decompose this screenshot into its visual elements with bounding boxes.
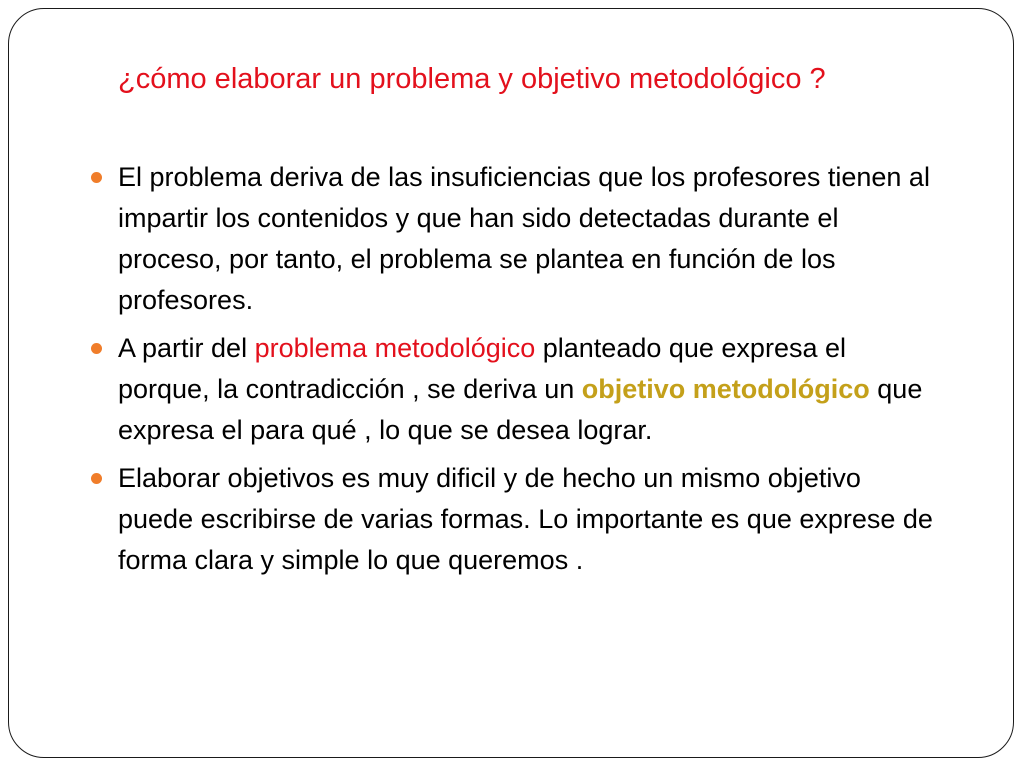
list-item: [118, 328, 940, 451]
bullet-text: Elaborar objetivos es muy dificil y de hecho un mismo objetivo puede escribirse de varias formas. Lo importante es que exprese de forma clara y simple lo que queremos .: [118, 463, 933, 575]
slide-title: ¿cómo elaborar un problema y objetivo metodológico ?: [118, 63, 826, 95]
highlight-objetivo-metodologico: objetivo metodológico: [581, 374, 870, 404]
highlight-problema-metodologico: problema metodológico: [254, 333, 536, 363]
bullet-dot-icon: [91, 473, 102, 484]
bullet-dot-icon: [91, 172, 102, 183]
bullet-text-part: A partir del: [118, 333, 255, 363]
bullet-list: [118, 157, 940, 588]
list-item: [118, 458, 940, 581]
bullet-text-part: planteado que expresa el porque, la contradicción , se deriva un: [118, 333, 846, 404]
bullet-dot-icon: [91, 343, 102, 354]
bullet-text: El problema deriva de las insuficiencias que los profesores tienen al impartir los contenidos y que han sido detectadas durante el proceso, por tanto, el problema se plantea en función de los profesores.: [118, 162, 930, 315]
list-item: [118, 157, 940, 321]
bullet-text-part: que expresa el para qué , lo que se desea lograr.: [118, 374, 923, 445]
